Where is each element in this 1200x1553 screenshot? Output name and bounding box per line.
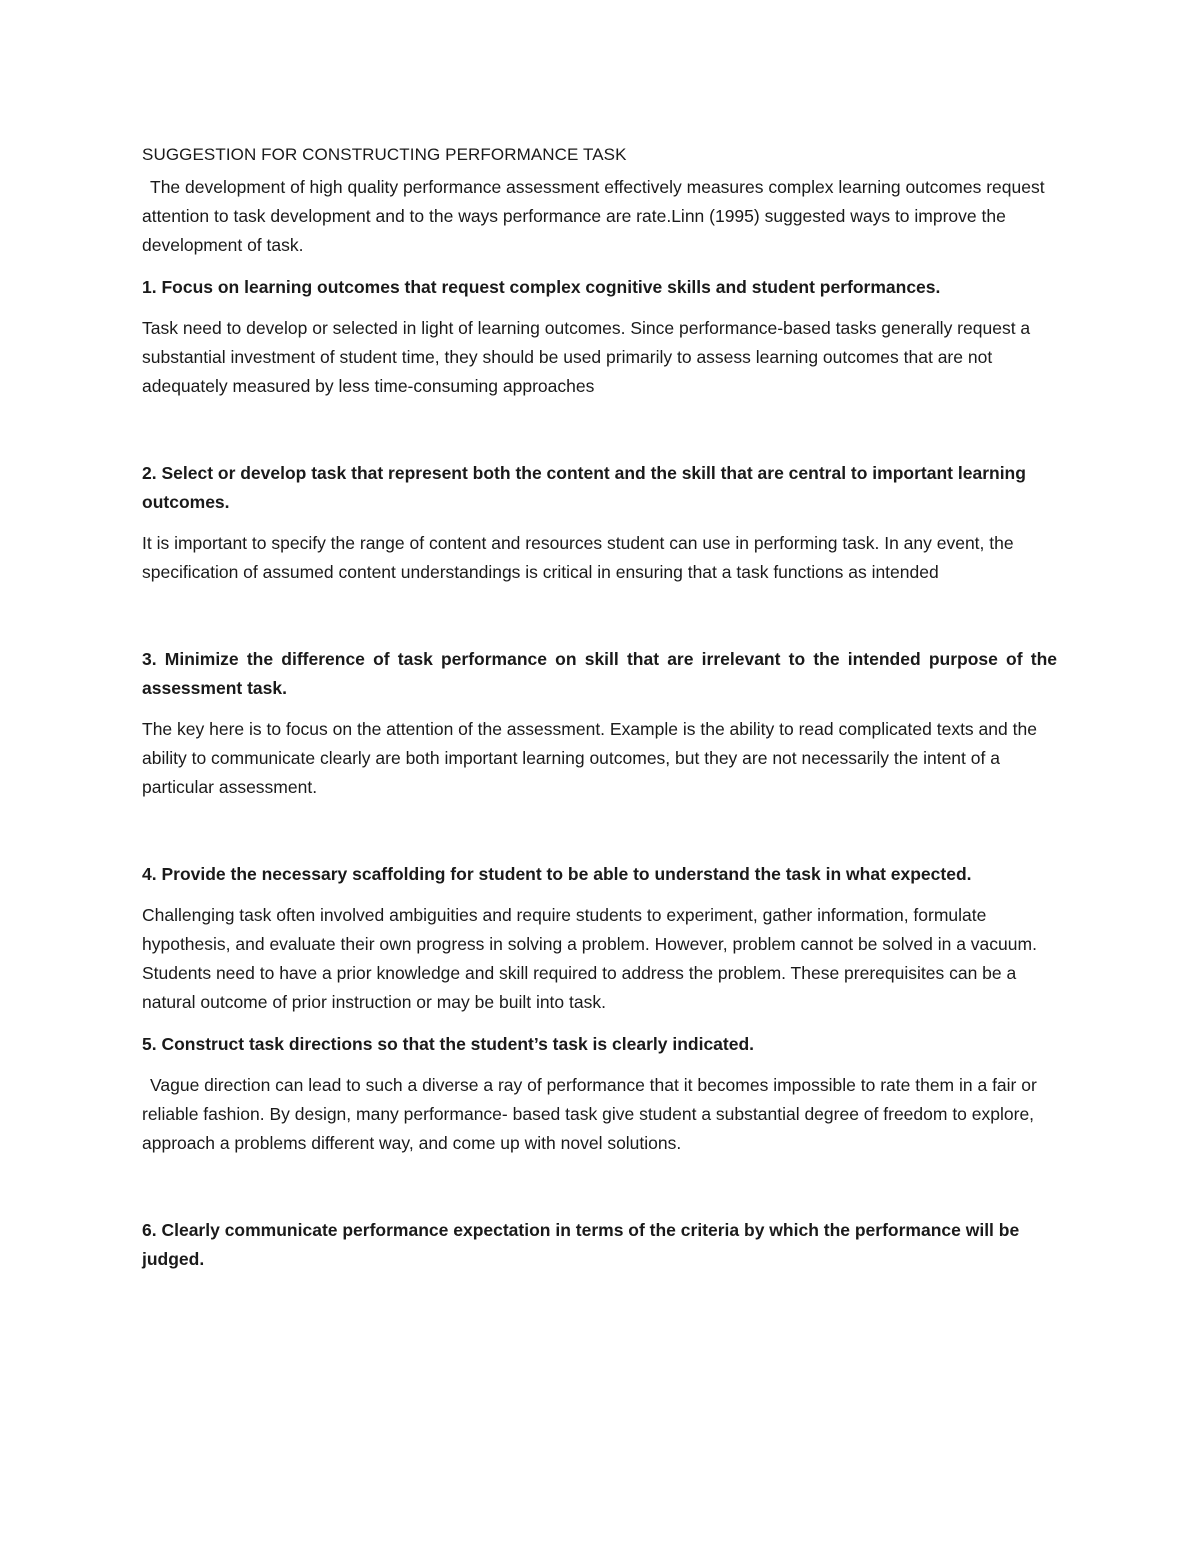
section-4-body: Challenging task often involved ambiguities and require students to experiment, gather information, formulate hypothesis, and evaluate their own progress in solving a problem. However, problem cannot be solved in a vacuum. Students need to have a prior knowledge and skill required to address the problem. These prerequisites can be a natural outcome of prior instruction or may be built into task. — [142, 905, 1037, 1012]
page-title: SUGGESTION FOR CONSTRUCTING PERFORMANCE TASK — [142, 145, 627, 164]
spacer — [142, 1158, 1057, 1216]
spacer — [142, 587, 1057, 645]
spacer — [142, 401, 1057, 459]
spacer — [142, 1017, 1057, 1030]
section-2-heading: 2. Select or develop task that represent both the content and the skill that are central to important learning outcomes. — [142, 463, 1026, 512]
section-1-heading: 1. Focus on learning outcomes that request complex cognitive skills and student performances. — [142, 277, 941, 297]
section-4-heading: 4. Provide the necessary scaffolding for student to be able to understand the task in what expected. — [142, 864, 972, 884]
section-2-body: It is important to specify the range of content and resources student can use in performing task. In any event, the specification of assumed content understandings is critical in ensuring that a task functions as intended — [142, 533, 1014, 582]
spacer — [142, 802, 1057, 860]
section-5-heading: 5. Construct task directions so that the student’s task is clearly indicated. — [142, 1034, 755, 1054]
section-3-body: The key here is to focus on the attention of the assessment. Example is the ability to read complicated texts and the ability to communicate clearly are both important learning outcomes, but they are not necessarily the intent of a particular assessment. — [142, 719, 1037, 797]
section-5-body: Vague direction can lead to such a diverse a ray of performance that it becomes impossible to rate them in a fair or reliable fashion. By design, many performance- based task give student a substantial degree of freedom to explore, approach a problems different way, and come up with novel solutions. — [142, 1075, 1037, 1153]
document-content — [142, 140, 1057, 1286]
section-1-body: Task need to develop or selected in light of learning outcomes. Since performance-based tasks generally request a substantial investment of student time, they should be used primarily to assess learning outcomes that are not adequately measured by less time-consuming approaches — [142, 318, 1031, 396]
section-3-heading: 3. Minimize the difference of task performance on skill that are irrelevant to the intended purpose of the assessment task. — [142, 649, 1057, 698]
section-6-heading: 6. Clearly communicate performance expectation in terms of the criteria by which the performance will be judged. — [142, 1220, 1020, 1269]
intro-paragraph: The development of high quality performance assessment effectively measures complex learning outcomes request attention to task development and to the ways performance are rate.Linn (1995) suggested ways to improve the development of task. — [142, 177, 1045, 255]
